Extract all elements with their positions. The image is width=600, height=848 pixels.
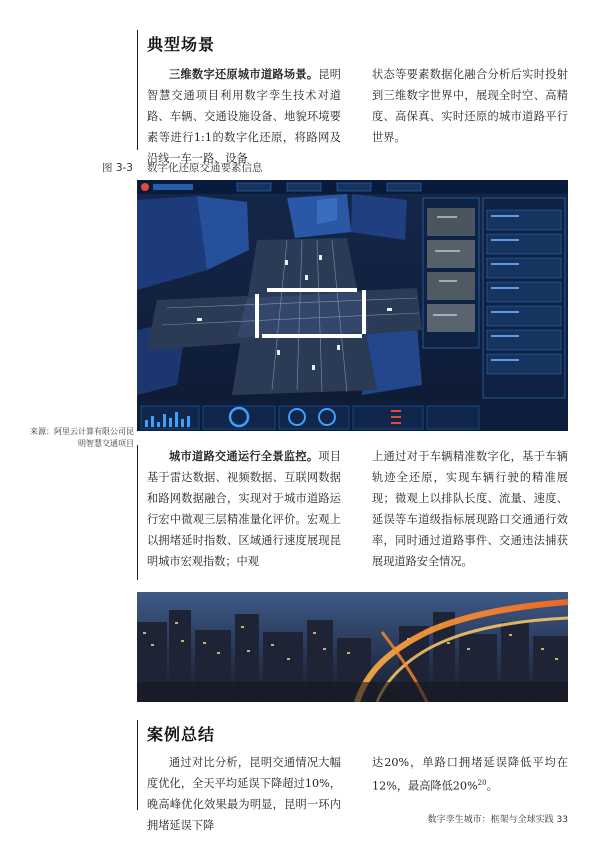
page-footer: 数字孪生城市：框架与全球实践 33	[427, 815, 568, 825]
section3-heading: 案例总结	[147, 725, 216, 744]
figure-number: 图 3-3	[102, 162, 133, 174]
section2-body: 项目基于雷达数据、视频数据、互联网数据和路网数据融合，实现对于城市道路运行宏中微观三层精准量化评价。宏观上以拥堵延时指数、区域通行速度展现昆明城市宏观指数；中观	[147, 450, 341, 568]
section1-rule	[137, 30, 138, 150]
footnote-ref: 20	[477, 779, 487, 787]
traffic-dashboard-image	[137, 180, 568, 431]
section1-body: 昆明智慧交通项目利用数字孪生技术对道路、车辆、交通设施设备、地貌环境要素等进行1:1的数字化还原，将路网及沿线一车一路、设备	[147, 68, 341, 165]
section3-body: 达20%，单路口拥堵延误降低平均在12%，最高降低20%	[372, 756, 568, 793]
figure-source: 来源：阿里云计算有限公司昆明智慧交通项目	[30, 427, 134, 448]
section2-paragraph-right: 上通过对于车辆精准数字化，基于车辆轨迹全还原，实现车辆行驶的精准展现；微观上以排队长度、流量、速度、延误等车道级指标展现路口交通通行效率，同时通过道路事件、交通违法捕获展现道路安全情况。	[372, 450, 568, 568]
section3-paragraph-right	[372, 752, 568, 797]
section2-paragraph-left	[147, 446, 341, 572]
section3-rule	[137, 720, 138, 810]
section3-paragraph-left: 通过对比分析，昆明交通情况大幅度优化，全天平均延误下降超过10%，晚高峰优化效果最为明显，昆明一环内拥堵延误下降	[147, 756, 341, 832]
city-night-graphic	[137, 592, 568, 702]
section1-paragraph-left	[147, 64, 341, 169]
section1-lead: 三维数字还原城市道路场景。	[169, 67, 319, 81]
figure-caption: 数字化还原交通要素信息	[147, 162, 263, 174]
section1-heading: 典型场景	[147, 35, 216, 54]
section1-paragraph-right: 状态等要素数据化融合分析后实时投射到三维数字世界中，展现全时空、高精度、高保真、实时还原的城市道路平行世界。	[372, 68, 568, 144]
section2-rule	[137, 445, 138, 580]
city-night-photo	[137, 592, 568, 702]
section3-end: 。	[486, 779, 498, 793]
dashboard-graphic	[137, 180, 568, 431]
section2-lead: 城市道路交通运行全景监控。	[169, 449, 319, 463]
